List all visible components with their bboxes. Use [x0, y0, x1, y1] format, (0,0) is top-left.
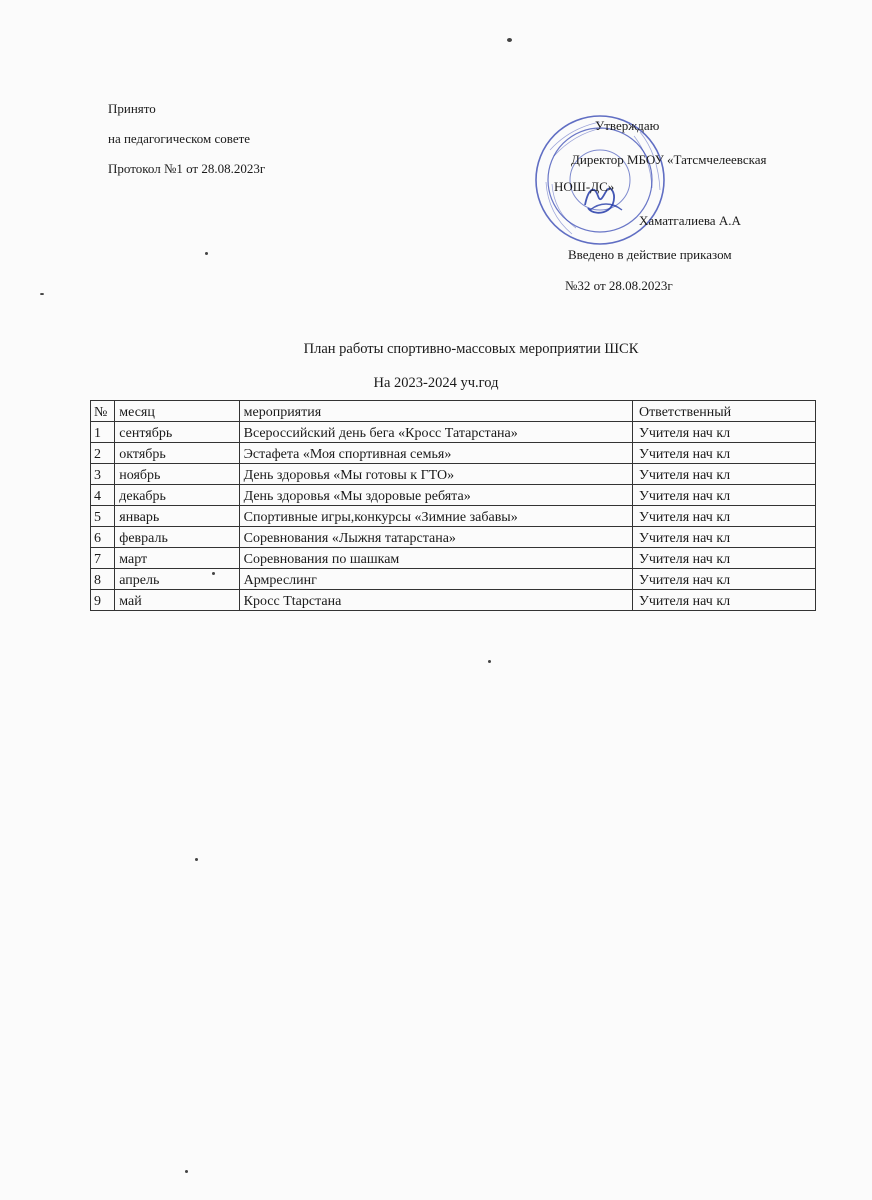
enacted-label: Введено в действие приказом	[568, 247, 732, 262]
row-responsible: Учителя нач кл	[632, 422, 815, 443]
row-responsible: Учителя нач кл	[632, 569, 815, 590]
row-num: 2	[91, 443, 115, 464]
row-event: Соревнования по шашкам	[239, 548, 632, 569]
table-row	[91, 464, 816, 485]
table-row	[91, 485, 816, 506]
row-num: 5	[91, 506, 115, 527]
row-month: декабрь	[115, 485, 239, 506]
row-month: март	[115, 548, 239, 569]
approve-label: Утверждаю	[595, 118, 660, 133]
scan-speck	[205, 252, 208, 255]
scan-speck	[488, 660, 491, 663]
row-num: 9	[91, 590, 115, 611]
row-num: 3	[91, 464, 115, 485]
row-event: Соревнования «Лыжня татарстана»	[239, 527, 632, 548]
plan-table	[90, 400, 816, 611]
scan-speck	[507, 38, 512, 42]
row-num: 4	[91, 485, 115, 506]
document-title: План работы спортивно-массовых мероприятии ШСК	[303, 341, 639, 357]
row-responsible: Учителя нач кл	[632, 464, 815, 485]
scan-speck	[195, 858, 198, 861]
header-num: №	[91, 401, 115, 422]
row-num: 7	[91, 548, 115, 569]
row-num: 8	[91, 569, 115, 590]
row-responsible: Учителя нач кл	[632, 590, 815, 611]
scan-speck	[185, 1170, 188, 1173]
row-month: апрель	[115, 569, 239, 590]
row-month: февраль	[115, 527, 239, 548]
school-short-name: НОШ-ДС»	[554, 179, 615, 194]
row-responsible: Учителя нач кл	[632, 548, 815, 569]
row-responsible: Учителя нач кл	[632, 443, 815, 464]
order-label: №32 от 28.08.2023г	[565, 278, 673, 293]
scan-speck	[40, 293, 44, 295]
table-row	[91, 569, 816, 590]
director-name: Хаматгалиева А.А	[639, 213, 741, 228]
row-month: октябрь	[115, 443, 239, 464]
document-subtitle: На 2023-2024 уч.год	[373, 375, 499, 391]
header-event: мероприятия	[239, 401, 632, 422]
row-month: май	[115, 590, 239, 611]
header-month: месяц	[115, 401, 239, 422]
table-row	[91, 422, 816, 443]
row-event: День здоровья «Мы готовы к ГТО»	[239, 464, 632, 485]
row-responsible: Учителя нач кл	[632, 485, 815, 506]
row-month: январь	[115, 506, 239, 527]
row-event: Всероссийский день бега «Кросс Татарстана»	[239, 422, 632, 443]
row-event: Эстафета «Моя спортивная семья»	[239, 443, 632, 464]
row-event: День здоровья «Мы здоровые ребята»	[239, 485, 632, 506]
table-row	[91, 548, 816, 569]
row-event: Армреслинг	[239, 569, 632, 590]
row-responsible: Учителя нач кл	[632, 527, 815, 548]
table-row	[91, 506, 816, 527]
row-responsible: Учителя нач кл	[632, 506, 815, 527]
table-row	[91, 443, 816, 464]
row-event: Спортивные игры,конкурсы «Зимние забавы»	[239, 506, 632, 527]
table-header-row	[91, 401, 816, 422]
approved-label: Принято	[108, 101, 156, 116]
header-responsible: Ответственный	[632, 401, 815, 422]
row-month: ноябрь	[115, 464, 239, 485]
table-row	[91, 527, 816, 548]
protocol-label: Протокол №1 от 28.08.2023г	[108, 161, 266, 176]
director-label: Директор МБОУ «Татсмчелеевская	[571, 152, 767, 167]
row-event: Кросс Тtарстана	[239, 590, 632, 611]
row-month: сентябрь	[115, 422, 239, 443]
row-num: 1	[91, 422, 115, 443]
scan-speck	[212, 572, 215, 575]
row-num: 6	[91, 527, 115, 548]
table-row	[91, 590, 816, 611]
pedagogical-council-label: на педагогическом совете	[108, 131, 251, 146]
